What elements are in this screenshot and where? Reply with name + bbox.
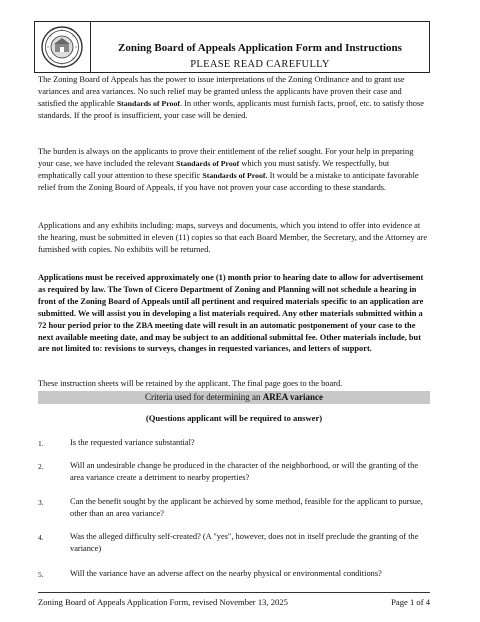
question-text: Will an undesirable change be produced in the character of the neighborhood, or will the granting of the area variance create a detriment to nearby properties? xyxy=(70,461,419,482)
intro-paragraph-3: Applications and any exhibits including: maps, surveys and documents, which you intend to offer into evidence at the hearing, must be submitted in eleven (11) copies so that each Board Member, the Secretary, and the Attorney are furnished with copies. No exhibits will be returned. xyxy=(38,221,428,254)
seal-cell xyxy=(35,22,91,72)
question-number: 1. xyxy=(38,439,44,448)
intro-paragraph-1: The Zoning Board of Appeals has the power to issue interpretations of the Zoning Ordinance and to grant use variances and area variances. No such relief may be granted unless the applicants have proven their case and satisfied the applicable Standards of Proof. In other words, applicants must furnish facts, proof, etc. to satisfy those standards. If the proof is insufficient, your case will be denied. xyxy=(38,75,424,120)
criteria-band: Criteria used for determining an AREA variance xyxy=(38,391,430,404)
questions-heading: (Questions applicant will be required to answer) xyxy=(145,413,323,423)
question-text: Is the requested variance substantial? xyxy=(70,438,195,447)
question-number: 4. xyxy=(38,533,44,542)
question-text: Was the alleged difficulty self-created? (A "yes", however, does not in itself preclude the granting of the variance) xyxy=(70,532,419,553)
question-text: Can the benefit sought by the applicant be achieved by some method, feasible for the applicant to pursue, other than an area variance? xyxy=(70,497,423,518)
question-number: 5. xyxy=(38,570,44,579)
page-title: Zoning Board of Appeals Application Form and Instructions xyxy=(118,42,402,54)
intro-paragraph-2: The burden is always on the applicants to prove their entitlement of the relief sought. For your help in preparing your case, we have included the relevant Standards of Proof which you must satisfy. We respectfully, but emphatically call your attention to these specific Standards of Proof. It would be a mistake to anticipate favorable relief from the Zoning Board of Appeals, if you have not proven your case according to these standards. xyxy=(38,147,419,192)
page-subtitle: PLEASE READ CAREFULLY xyxy=(190,59,330,70)
header-box xyxy=(34,21,430,73)
deadline-notice: Applications must be received approximately one (1) month prior to hearing date to allow for advertisement as required by law. The Town of Cicero Department of Zoning and Planning will not schedule a hearing in front of the Zoning Board of Appeals until all pertinent and required materials specific to an application are submitted. We will assist you in developing a list materials required. Any other materials submitted within a 72 hour period prior to the ZBA meeting date will result in an automatic postponement of your case to the next available meeting date, and may be subject to an additional submittal fee. Other materials include, but are not limited to: revisions to surveys, changes in requested variances, and letters of support. xyxy=(38,273,424,354)
question-text: Will the variance have an adverse affect on the nearby physical or environmental conditions? xyxy=(70,569,382,578)
question-number: 3. xyxy=(38,498,44,507)
retention-note: These instruction sheets will be retained by the applicant. The final page goes to the board. xyxy=(38,379,343,388)
footer-form-revision: Zoning Board of Appeals Application Form, revised November 13, 2025 xyxy=(38,597,288,607)
footer-page-number: Page 1 of 4 xyxy=(391,597,430,607)
footer-divider xyxy=(38,592,430,593)
town-seal-icon xyxy=(39,25,85,69)
question-number: 2. xyxy=(38,462,44,471)
